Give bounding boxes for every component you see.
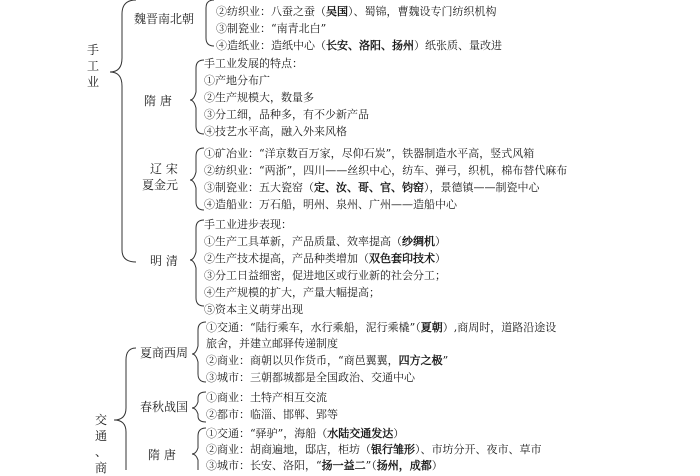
- mingqing-item: ②生产技术提高，产品种类增加（双色套印技术）: [204, 252, 446, 265]
- suitang-item: ④技艺水平高，融入外来风格: [204, 125, 347, 138]
- mingqing-item: ④生产规模的扩大，产量大幅提高；: [204, 286, 380, 299]
- mingqing-item: ③分工日益细密，促进地区或行业新的社会分工；: [204, 269, 446, 282]
- suitang2-item: ③城市：长安、洛阳，“扬一益二”（扬州，成都）: [206, 459, 443, 472]
- weijin-item: ③制瓷业：“南青北白”: [216, 22, 327, 35]
- mingqing-item: ⑤资本主义萌芽出现: [204, 303, 303, 316]
- weijin-item: ②纺织业：八蚕之蚕（吴国）、蜀锦，曹魏设专门纺织机构: [216, 5, 497, 18]
- chunqiu-item: ①商业：土特产相互交流: [206, 391, 327, 404]
- category-handicraft-char: 业: [86, 75, 99, 89]
- category-handicraft: [86, 42, 100, 90]
- category-transport-char: 通: [94, 429, 107, 443]
- liaosong-item: ①矿冶业：“洋京数百万家，尽仰石炭”，铁器制造水平高，竖式风箱: [204, 147, 535, 160]
- category-handicraft-char: 手: [86, 43, 99, 57]
- category-transport-char: 商: [94, 461, 107, 475]
- xiashang-item: ①交通：“陆行乘车，水行乘船，泥行乘橇”（夏朝）,商周时，道路沿途设: [206, 321, 557, 334]
- mingqing-item: ①生产工具革新，产品质量、效率提高（纱绸机）: [204, 235, 446, 248]
- section-liaosong-line2: 夏金元: [142, 178, 179, 192]
- section-suitang2: 隋 唐: [148, 448, 176, 462]
- mingqing-item: 手工业进步表现：: [204, 218, 292, 231]
- suitang2-item: ②商业：胡商遍地，邸店，柜坊（银行雏形）、市坊分开、夜市、草市: [206, 443, 542, 456]
- category-transport: [94, 412, 108, 476]
- handicraft-bracket: [110, 0, 136, 262]
- chunqiu-item: ②都市：临淄、邯郸、郢等: [206, 408, 338, 421]
- section-weijin: 魏晋南北朝: [134, 12, 195, 26]
- suitang-item: ③分工细，品种多，有不少新产品: [204, 108, 369, 121]
- suitang-item: ②生产规模大，数量多: [204, 91, 314, 104]
- category-transport-char: 交: [94, 413, 107, 427]
- section-suitang: 隋 唐: [144, 94, 172, 108]
- section-chunqiu: 春秋战国: [140, 400, 189, 414]
- suitang-item: 手工业发展的特点：: [204, 57, 303, 70]
- suitang2-item: ①交通：“驿驴”，海船（水陆交通发达）: [206, 427, 405, 440]
- section-mingqing: 明 清: [150, 254, 178, 268]
- category-handicraft-char: 工: [86, 59, 99, 73]
- category-transport-char: 、: [94, 445, 107, 459]
- xiashang-item: ②商业：商朝以贝作货币，“商邑翼翼，四方之极”: [206, 354, 449, 367]
- xiashang-item: ③城市：三朝都城都是全国政治、交通中心: [206, 371, 415, 384]
- suitang-item: ①产地分布广: [204, 74, 270, 87]
- xiashang-item: 旅舍，并建立邮驿传递制度: [206, 337, 338, 350]
- liaosong-item: ②纺织业：“两浙”，四川——丝织中心，纺车、弹弓，织机，棉布替代麻布: [204, 164, 568, 177]
- liaosong-item: ③制瓷业：五大瓷窑（定、汝、哥、官、钧窑），景德镇——制瓷中心: [204, 181, 540, 194]
- liaosong-item: ④造船业：万石船，明州、泉州、广州——造船中心: [204, 198, 457, 211]
- section-xiashang: 夏商西周: [140, 346, 189, 360]
- section-liaosong-line1: 辽 宋: [150, 162, 178, 176]
- weijin-item: ④造纸业：造纸中心（长安、洛阳、扬州）纸张质、量改进: [216, 39, 502, 52]
